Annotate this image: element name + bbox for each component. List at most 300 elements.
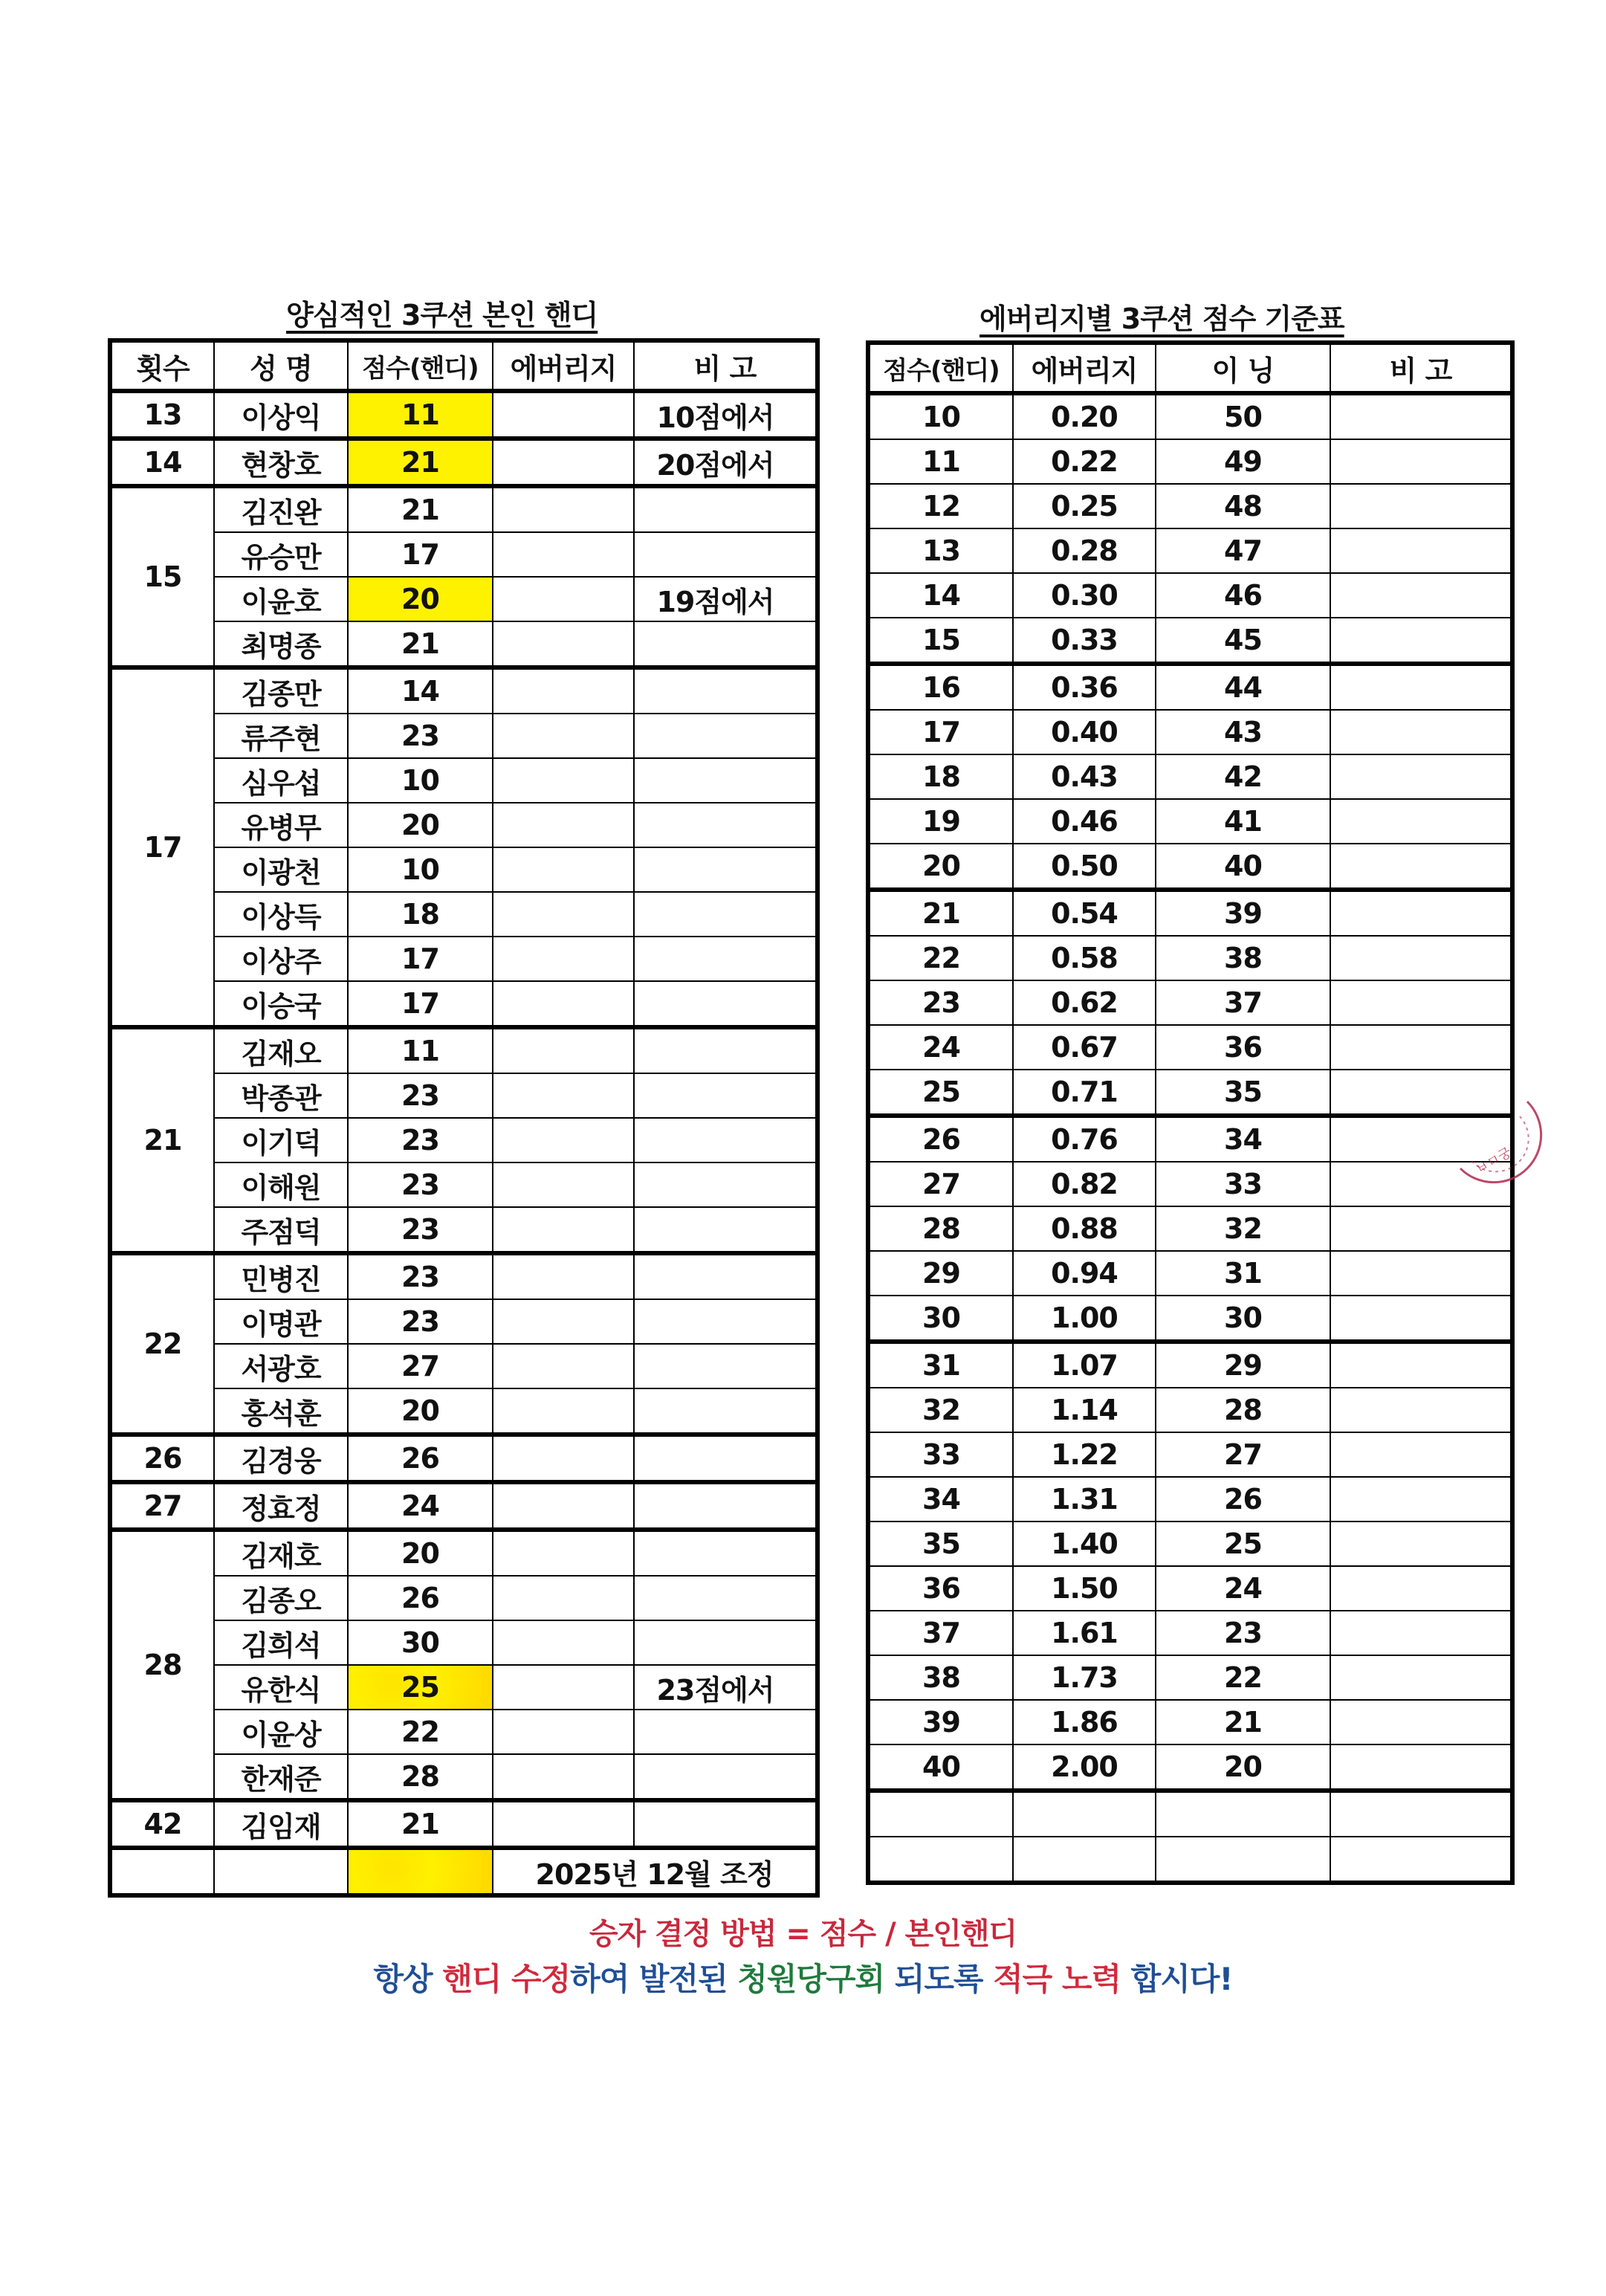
member-note-cell: 20점에서 bbox=[634, 439, 817, 486]
ref-average-cell: 0.46 bbox=[1013, 799, 1156, 844]
member-note-cell bbox=[634, 621, 817, 667]
group-count-cell: 17 bbox=[110, 667, 214, 1027]
member-note-cell bbox=[634, 1482, 817, 1530]
empty-cell bbox=[1013, 1791, 1156, 1837]
reference-row bbox=[868, 799, 1512, 844]
ref-innings-cell: 32 bbox=[1156, 1206, 1330, 1251]
ref-score-cell: 24 bbox=[868, 1025, 1013, 1070]
ref-score-cell: 37 bbox=[868, 1611, 1013, 1655]
handicap-table bbox=[108, 338, 820, 1898]
ref-note-cell bbox=[1330, 1296, 1512, 1342]
member-row bbox=[110, 1800, 817, 1848]
ref-score-cell: 32 bbox=[868, 1388, 1013, 1432]
ref-score-cell: 33 bbox=[868, 1432, 1013, 1477]
ref-score-cell: 19 bbox=[868, 799, 1013, 844]
ref-innings-cell: 34 bbox=[1156, 1116, 1330, 1162]
member-note-cell bbox=[634, 847, 817, 892]
ref-note-cell bbox=[1330, 754, 1512, 799]
group-count-cell: 27 bbox=[110, 1482, 214, 1530]
right-table-title: 에버리지별 3쿠션 점수 기준표 bbox=[980, 303, 1344, 335]
reference-row bbox=[868, 754, 1512, 799]
ref-score-cell: 17 bbox=[868, 710, 1013, 754]
ref-innings-cell: 49 bbox=[1156, 439, 1330, 484]
member-row bbox=[110, 1253, 817, 1299]
ref-score-cell: 13 bbox=[868, 528, 1013, 573]
member-average-cell bbox=[493, 391, 634, 439]
member-name-cell: 유한식 bbox=[214, 1665, 348, 1710]
ref-innings-cell: 43 bbox=[1156, 710, 1330, 754]
reference-row bbox=[868, 1162, 1512, 1206]
ref-average-cell: 0.67 bbox=[1013, 1025, 1156, 1070]
member-average-cell bbox=[493, 1162, 634, 1207]
member-average-cell bbox=[493, 577, 634, 621]
member-note-cell bbox=[634, 1620, 817, 1665]
member-score-cell: 17 bbox=[348, 532, 493, 577]
empty-cell bbox=[868, 1837, 1013, 1883]
member-average-cell bbox=[493, 981, 634, 1027]
member-row bbox=[110, 1073, 817, 1118]
ref-score-cell: 40 bbox=[868, 1744, 1013, 1791]
ref-average-cell: 0.88 bbox=[1013, 1206, 1156, 1251]
slogan bbox=[0, 1955, 1606, 1999]
ref-score-cell: 14 bbox=[868, 573, 1013, 618]
ref-average-cell: 1.14 bbox=[1013, 1388, 1156, 1432]
ref-innings-cell: 38 bbox=[1156, 936, 1330, 980]
reference-row bbox=[868, 1611, 1512, 1655]
member-average-cell bbox=[493, 439, 634, 486]
ref-score-cell: 23 bbox=[868, 980, 1013, 1025]
member-average-cell bbox=[493, 758, 634, 803]
reference-row bbox=[868, 484, 1512, 528]
member-average-cell bbox=[493, 1344, 634, 1388]
member-score-cell: 10 bbox=[348, 847, 493, 892]
member-average-cell bbox=[493, 1253, 634, 1299]
reference-row bbox=[868, 1116, 1512, 1162]
group-count-cell: 42 bbox=[110, 1800, 214, 1848]
member-row bbox=[110, 1710, 817, 1754]
ref-innings-cell: 21 bbox=[1156, 1700, 1330, 1744]
ref-average-cell: 0.76 bbox=[1013, 1116, 1156, 1162]
member-note-cell bbox=[634, 1576, 817, 1620]
ref-note-cell bbox=[1330, 528, 1512, 573]
member-name-cell: 김희석 bbox=[214, 1620, 348, 1665]
empty-cell bbox=[868, 1791, 1013, 1837]
member-score-cell: 23 bbox=[348, 1253, 493, 1299]
member-score-cell: 11 bbox=[348, 1027, 493, 1073]
member-average-cell bbox=[493, 937, 634, 981]
member-row bbox=[110, 758, 817, 803]
group-count-cell: 13 bbox=[110, 391, 214, 439]
member-name-cell: 이명관 bbox=[214, 1299, 348, 1344]
member-name-cell: 김재오 bbox=[214, 1027, 348, 1073]
member-score-cell: 20 bbox=[348, 577, 493, 621]
ref-average-cell: 0.50 bbox=[1013, 844, 1156, 890]
member-average-cell bbox=[493, 1710, 634, 1754]
member-note-cell bbox=[634, 1710, 817, 1754]
reference-table-header bbox=[868, 343, 1512, 393]
member-score-cell: 23 bbox=[348, 1299, 493, 1344]
member-average-cell bbox=[493, 1073, 634, 1118]
ref-average-cell: 2.00 bbox=[1013, 1744, 1156, 1791]
member-row bbox=[110, 803, 817, 847]
member-average-cell bbox=[493, 1530, 634, 1576]
member-note-cell bbox=[634, 937, 817, 981]
member-score-cell: 20 bbox=[348, 1530, 493, 1576]
member-note-cell bbox=[634, 892, 817, 937]
member-note-cell bbox=[634, 1435, 817, 1482]
ref-average-cell: 0.22 bbox=[1013, 439, 1156, 484]
member-row bbox=[110, 1665, 817, 1710]
member-note-cell: 19점에서 bbox=[634, 577, 817, 621]
ref-score-cell: 30 bbox=[868, 1296, 1013, 1342]
ref-average-cell: 0.20 bbox=[1013, 393, 1156, 439]
member-score-cell: 21 bbox=[348, 621, 493, 667]
empty-cell bbox=[110, 1848, 214, 1895]
member-note-cell bbox=[634, 486, 817, 532]
winner-rule-text: 승자 결정 방법 = 점수 / 본인핸디 bbox=[589, 1917, 1017, 1951]
member-average-cell bbox=[493, 486, 634, 532]
reference-row bbox=[868, 1296, 1512, 1342]
reference-row bbox=[868, 1655, 1512, 1700]
member-row bbox=[110, 847, 817, 892]
member-name-cell: 이상주 bbox=[214, 937, 348, 981]
left-table-title: 양심적인 3쿠션 본인 핸디 bbox=[286, 299, 598, 332]
member-score-cell: 26 bbox=[348, 1576, 493, 1620]
member-row bbox=[110, 577, 817, 621]
member-name-cell: 한재준 bbox=[214, 1754, 348, 1800]
member-average-cell bbox=[493, 1435, 634, 1482]
ref-innings-cell: 27 bbox=[1156, 1432, 1330, 1477]
ref-note-cell bbox=[1330, 1521, 1512, 1566]
member-average-cell bbox=[493, 1388, 634, 1435]
slogan-part: 핸디 수정 bbox=[442, 1961, 571, 1997]
ref-score-cell: 16 bbox=[868, 664, 1013, 710]
ref-average-cell: 1.31 bbox=[1013, 1477, 1156, 1521]
member-average-cell bbox=[493, 1118, 634, 1162]
ref-note-cell bbox=[1330, 1566, 1512, 1611]
member-note-cell bbox=[634, 1253, 817, 1299]
member-name-cell: 최명종 bbox=[214, 621, 348, 667]
member-note-cell: 23점에서 bbox=[634, 1665, 817, 1710]
ref-note-cell bbox=[1330, 936, 1512, 980]
member-row bbox=[110, 1207, 817, 1253]
svg-text:ㅂㅁ궁: ㅂㅁ궁 bbox=[1473, 1145, 1515, 1178]
ref-innings-cell: 24 bbox=[1156, 1566, 1330, 1611]
member-name-cell: 김경웅 bbox=[214, 1435, 348, 1482]
ref-note-cell bbox=[1330, 618, 1512, 664]
blank-row bbox=[868, 1791, 1512, 1837]
member-score-cell: 22 bbox=[348, 1710, 493, 1754]
member-average-cell bbox=[493, 621, 634, 667]
slogan-part: 합시다! bbox=[1121, 1961, 1233, 1997]
ref-note-cell bbox=[1330, 573, 1512, 618]
header-name: 성 명 bbox=[214, 340, 348, 391]
member-score-cell: 21 bbox=[348, 486, 493, 532]
member-score-cell: 23 bbox=[348, 1118, 493, 1162]
reference-row bbox=[868, 1477, 1512, 1521]
member-name-cell: 주점덕 bbox=[214, 1207, 348, 1253]
reference-row bbox=[868, 1206, 1512, 1251]
member-row bbox=[110, 1576, 817, 1620]
member-score-cell: 27 bbox=[348, 1344, 493, 1388]
member-average-cell bbox=[493, 847, 634, 892]
ref-note-cell bbox=[1330, 710, 1512, 754]
member-row bbox=[110, 486, 817, 532]
slogan-part: 되도록 bbox=[884, 1961, 994, 1997]
member-average-cell bbox=[493, 1620, 634, 1665]
ref-score-cell: 25 bbox=[868, 1070, 1013, 1116]
member-row bbox=[110, 1435, 817, 1482]
adjustment-row bbox=[110, 1848, 817, 1895]
reference-row bbox=[868, 1432, 1512, 1477]
member-name-cell: 김진완 bbox=[214, 486, 348, 532]
header-average: 에버리지 bbox=[1013, 343, 1156, 393]
member-average-cell bbox=[493, 1665, 634, 1710]
ref-innings-cell: 20 bbox=[1156, 1744, 1330, 1791]
ref-innings-cell: 22 bbox=[1156, 1655, 1330, 1700]
ref-average-cell: 0.94 bbox=[1013, 1251, 1156, 1296]
member-row bbox=[110, 1344, 817, 1388]
group-count-cell: 26 bbox=[110, 1435, 214, 1482]
member-note-cell bbox=[634, 1162, 817, 1207]
member-score-cell: 14 bbox=[348, 667, 493, 714]
member-row bbox=[110, 714, 817, 758]
member-row bbox=[110, 391, 817, 439]
ref-score-cell: 38 bbox=[868, 1655, 1013, 1700]
ref-average-cell: 0.25 bbox=[1013, 484, 1156, 528]
member-average-cell bbox=[493, 667, 634, 714]
member-row bbox=[110, 1482, 817, 1530]
member-row bbox=[110, 1299, 817, 1344]
member-row bbox=[110, 937, 817, 981]
member-average-cell bbox=[493, 1207, 634, 1253]
ref-innings-cell: 50 bbox=[1156, 393, 1330, 439]
ref-average-cell: 1.61 bbox=[1013, 1611, 1156, 1655]
member-average-cell bbox=[493, 1800, 634, 1848]
ref-innings-cell: 23 bbox=[1156, 1611, 1330, 1655]
ref-innings-cell: 42 bbox=[1156, 754, 1330, 799]
ref-note-cell bbox=[1330, 1744, 1512, 1791]
reference-row bbox=[868, 1025, 1512, 1070]
member-name-cell: 김재호 bbox=[214, 1530, 348, 1576]
ref-score-cell: 26 bbox=[868, 1116, 1013, 1162]
member-name-cell: 류주현 bbox=[214, 714, 348, 758]
member-score-cell: 21 bbox=[348, 1800, 493, 1848]
ref-innings-cell: 29 bbox=[1156, 1342, 1330, 1388]
member-average-cell bbox=[493, 1027, 634, 1073]
member-row bbox=[110, 667, 817, 714]
header-note: 비 고 bbox=[634, 340, 817, 391]
member-name-cell: 김종오 bbox=[214, 1576, 348, 1620]
reference-row bbox=[868, 710, 1512, 754]
member-name-cell: 이기덕 bbox=[214, 1118, 348, 1162]
member-note-cell bbox=[634, 1118, 817, 1162]
member-name-cell: 홍석훈 bbox=[214, 1388, 348, 1435]
ref-innings-cell: 33 bbox=[1156, 1162, 1330, 1206]
member-note-cell: 10점에서 bbox=[634, 391, 817, 439]
header-score: 점수(핸디) bbox=[348, 340, 493, 391]
ref-innings-cell: 28 bbox=[1156, 1388, 1330, 1432]
reference-row bbox=[868, 1070, 1512, 1116]
reference-row bbox=[868, 936, 1512, 980]
adjustment-date-note: 2025년 12월 조정 bbox=[493, 1848, 817, 1895]
seal-stamp bbox=[1438, 1087, 1550, 1198]
member-name-cell: 이광천 bbox=[214, 847, 348, 892]
header-average: 에버리지 bbox=[493, 340, 634, 391]
reference-row bbox=[868, 528, 1512, 573]
member-score-cell: 11 bbox=[348, 391, 493, 439]
member-note-cell bbox=[634, 667, 817, 714]
reference-row bbox=[868, 844, 1512, 890]
member-name-cell: 이상득 bbox=[214, 892, 348, 937]
member-average-cell bbox=[493, 532, 634, 577]
ref-score-cell: 27 bbox=[868, 1162, 1013, 1206]
member-note-cell bbox=[634, 1207, 817, 1253]
slogan-part: 항상 bbox=[373, 1961, 443, 1997]
ref-average-cell: 0.36 bbox=[1013, 664, 1156, 710]
member-note-cell bbox=[634, 803, 817, 847]
member-average-cell bbox=[493, 1754, 634, 1800]
ref-score-cell: 12 bbox=[868, 484, 1013, 528]
member-row bbox=[110, 1388, 817, 1435]
ref-average-cell: 1.40 bbox=[1013, 1521, 1156, 1566]
ref-innings-cell: 44 bbox=[1156, 664, 1330, 710]
ref-score-cell: 22 bbox=[868, 936, 1013, 980]
ref-score-cell: 20 bbox=[868, 844, 1013, 890]
member-average-cell bbox=[493, 1299, 634, 1344]
member-note-cell bbox=[634, 1388, 817, 1435]
ref-note-cell bbox=[1330, 1432, 1512, 1477]
ref-note-cell bbox=[1330, 1206, 1512, 1251]
member-note-cell bbox=[634, 714, 817, 758]
ref-innings-cell: 48 bbox=[1156, 484, 1330, 528]
member-score-cell: 23 bbox=[348, 1162, 493, 1207]
ref-innings-cell: 35 bbox=[1156, 1070, 1330, 1116]
member-row bbox=[110, 1530, 817, 1576]
member-name-cell: 유승만 bbox=[214, 532, 348, 577]
member-score-cell: 28 bbox=[348, 1754, 493, 1800]
ref-average-cell: 1.50 bbox=[1013, 1566, 1156, 1611]
member-average-cell bbox=[493, 1482, 634, 1530]
member-note-cell bbox=[634, 1299, 817, 1344]
member-name-cell: 박종관 bbox=[214, 1073, 348, 1118]
member-average-cell bbox=[493, 714, 634, 758]
ref-average-cell: 0.62 bbox=[1013, 980, 1156, 1025]
ref-note-cell bbox=[1330, 890, 1512, 936]
member-name-cell: 유병무 bbox=[214, 803, 348, 847]
ref-note-cell bbox=[1330, 439, 1512, 484]
ref-note-cell bbox=[1330, 1700, 1512, 1744]
blank-row bbox=[868, 1837, 1512, 1883]
ref-score-cell: 28 bbox=[868, 1206, 1013, 1251]
member-note-cell bbox=[634, 1027, 817, 1073]
ref-note-cell bbox=[1330, 1611, 1512, 1655]
member-name-cell: 이해원 bbox=[214, 1162, 348, 1207]
member-note-cell bbox=[634, 1754, 817, 1800]
ref-average-cell: 1.07 bbox=[1013, 1342, 1156, 1388]
ref-innings-cell: 45 bbox=[1156, 618, 1330, 664]
ref-score-cell: 10 bbox=[868, 393, 1013, 439]
ref-innings-cell: 26 bbox=[1156, 1477, 1330, 1521]
ref-innings-cell: 30 bbox=[1156, 1296, 1330, 1342]
ref-average-cell: 0.28 bbox=[1013, 528, 1156, 573]
reference-row bbox=[868, 1744, 1512, 1791]
group-count-cell: 22 bbox=[110, 1253, 214, 1435]
slogan-part: 청원당구회 bbox=[737, 1961, 885, 1997]
ref-score-cell: 31 bbox=[868, 1342, 1013, 1388]
ref-innings-cell: 36 bbox=[1156, 1025, 1330, 1070]
member-score-cell: 23 bbox=[348, 1073, 493, 1118]
member-note-cell bbox=[634, 1530, 817, 1576]
handicap-table-header bbox=[110, 340, 817, 391]
group-count-cell: 15 bbox=[110, 486, 214, 667]
ref-average-cell: 0.82 bbox=[1013, 1162, 1156, 1206]
member-score-cell: 10 bbox=[348, 758, 493, 803]
ref-score-cell: 15 bbox=[868, 618, 1013, 664]
ref-innings-cell: 47 bbox=[1156, 528, 1330, 573]
member-row bbox=[110, 621, 817, 667]
reference-row bbox=[868, 664, 1512, 710]
member-name-cell: 김종만 bbox=[214, 667, 348, 714]
ref-score-cell: 29 bbox=[868, 1251, 1013, 1296]
ref-innings-cell: 40 bbox=[1156, 844, 1330, 890]
member-score-cell: 17 bbox=[348, 981, 493, 1027]
member-name-cell: 이윤상 bbox=[214, 1710, 348, 1754]
member-score-cell: 23 bbox=[348, 1207, 493, 1253]
empty-cell bbox=[1156, 1791, 1330, 1837]
ref-innings-cell: 37 bbox=[1156, 980, 1330, 1025]
reference-row bbox=[868, 1342, 1512, 1388]
reference-row bbox=[868, 980, 1512, 1025]
reference-row bbox=[868, 1566, 1512, 1611]
ref-score-cell: 21 bbox=[868, 890, 1013, 936]
ref-average-cell: 1.73 bbox=[1013, 1655, 1156, 1700]
average-reference-table bbox=[866, 340, 1515, 1885]
reference-row bbox=[868, 1388, 1512, 1432]
member-note-cell bbox=[634, 1800, 817, 1848]
member-row bbox=[110, 1162, 817, 1207]
member-score-cell: 30 bbox=[348, 1620, 493, 1665]
empty-cell bbox=[1013, 1837, 1156, 1883]
reference-row bbox=[868, 890, 1512, 936]
member-row bbox=[110, 1754, 817, 1800]
member-score-cell: 25 bbox=[348, 1665, 493, 1710]
member-average-cell bbox=[493, 892, 634, 937]
empty-cell bbox=[1330, 1791, 1512, 1837]
reference-row bbox=[868, 439, 1512, 484]
empty-cell bbox=[214, 1848, 348, 1895]
member-note-cell bbox=[634, 758, 817, 803]
ref-note-cell bbox=[1330, 1025, 1512, 1070]
ref-score-cell: 36 bbox=[868, 1566, 1013, 1611]
ref-note-cell bbox=[1330, 393, 1512, 439]
member-row bbox=[110, 532, 817, 577]
member-score-cell: 21 bbox=[348, 439, 493, 486]
ref-average-cell: 0.30 bbox=[1013, 573, 1156, 618]
member-score-cell: 20 bbox=[348, 803, 493, 847]
member-name-cell: 심우섭 bbox=[214, 758, 348, 803]
reference-row bbox=[868, 618, 1512, 664]
ref-note-cell bbox=[1330, 484, 1512, 528]
member-score-cell: 23 bbox=[348, 714, 493, 758]
ref-note-cell bbox=[1330, 1342, 1512, 1388]
member-name-cell: 정효정 bbox=[214, 1482, 348, 1530]
member-note-cell bbox=[634, 1344, 817, 1388]
ref-average-cell: 1.86 bbox=[1013, 1700, 1156, 1744]
member-name-cell: 서광호 bbox=[214, 1344, 348, 1388]
member-name-cell: 현창호 bbox=[214, 439, 348, 486]
ref-innings-cell: 41 bbox=[1156, 799, 1330, 844]
